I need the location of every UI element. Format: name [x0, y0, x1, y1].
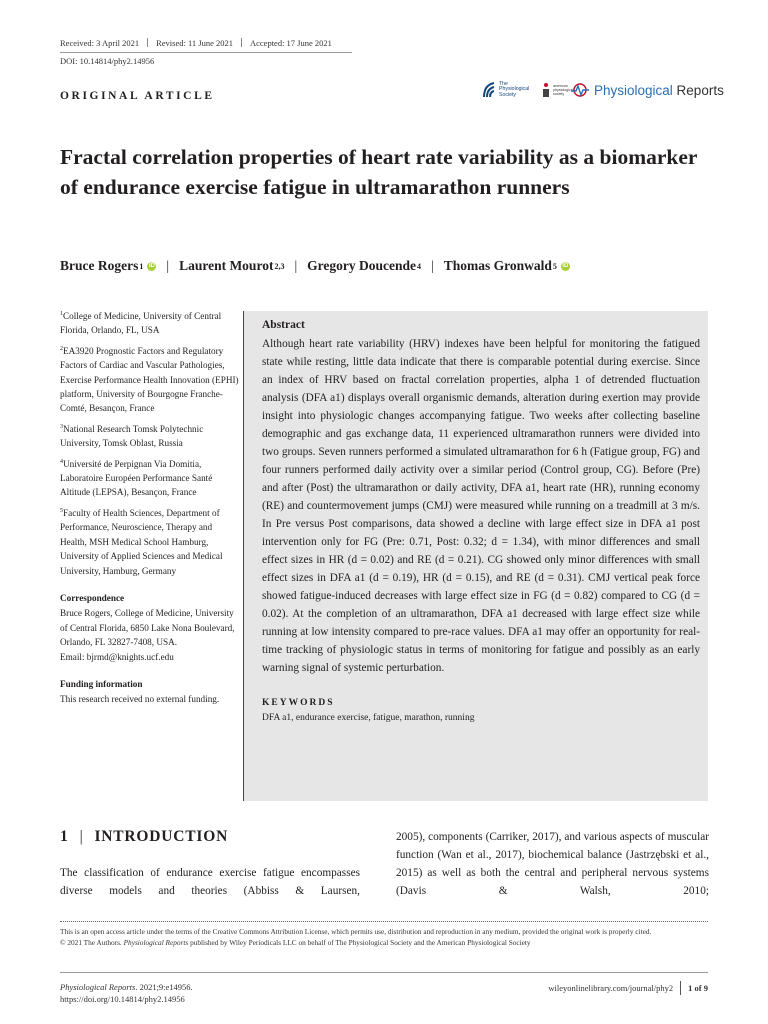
header-rule	[60, 52, 352, 53]
abstract-body: Although heart rate variability (HRV) indexes have been helpful for monitoring the fatigued state while resting, little data indicate that there is comparable potential during exercise. Since an index of HRV based on fractal correlation properties, alpha 1 of detrended fluctuation analysis (DFA a1) displays overall organismic demands, alteration during exertion may provide insight into physiologic changes accompanying fatigue. Two weeks after collecting baseline demographic and gas exchange data, 11 experienced ultramarathon runners were divided into two groups. Seven runners performed a simulated ultramarathon for 6 h (Fatigue group, FG) and four runners performed daily activity over a similar period (Control group, CG). Before (Pre) and after (Post) the ultramarathon or daily activity, DFA a1, heart rate (HR), running economy (RE) and countermovement jumps (CMJ) were measured while running on a treadmill at 3 m/s. In Pre versus Post comparisons, data showed a decline with large effect size in DFA a1 post intervention only for FG (Pre: 0.71, Post: 0.32; d = 1.34), with minor differences and small effect sizes in HR (d = 0.02) and RE (d = 0.21). CG showed only minor differences with small effect sizes in DFA a1 (d = 0.19), HR (d = 0.15), and RE (d = 0.31). CMJ vertical peak force showed fatigue-induced decreases with large effect size in FG (d = 0.82) compared to CG (d = 0.02). At the completion of an ultramarathon, DFA a1 decreased with large effect size while running at low intensity compared to pre-race values. DFA a1 may offer an opportunity for real-time tracking of physiologic status in terms of monitoring for fatigue and possibly as an early warning signal of systemic perturbation.	[262, 338, 700, 674]
affiliation	[60, 504, 240, 578]
article-dates	[60, 38, 332, 48]
author-list	[60, 258, 570, 274]
physiological-society-logo-text	[499, 82, 539, 99]
doi[interactable]: DOI: 10.14814/phy2.14956	[60, 56, 155, 66]
correspondence-heading: Correspondence	[60, 592, 125, 603]
correspondence-email[interactable]: Email: bjrmd@knights.ucf.edu	[60, 651, 174, 662]
author-name[interactable]: Gregory Doucende	[307, 258, 416, 273]
copyright-line	[60, 937, 708, 948]
section-title: INTRODUCTION	[94, 828, 229, 845]
author-affiliation-ref: 4	[417, 261, 421, 271]
license-text: This is an open access article under the terms of the Creative Commons Attribution License, which permits use, distribution and reproduction in any medium, provided the original work is properly cited.	[60, 927, 652, 936]
citation-journal: Physiological Reports	[60, 982, 136, 992]
keywords-heading: KEYWORDS	[262, 698, 335, 708]
section-heading-introduction	[60, 828, 228, 846]
revised-date: Revised: 11 June 2021	[156, 38, 233, 48]
date-separator	[147, 38, 148, 47]
section-number: 1	[60, 828, 69, 845]
author-separator: |	[294, 258, 298, 273]
ps-logo-line: The	[499, 80, 508, 87]
section-separator: |	[79, 828, 84, 845]
footer-rule	[60, 972, 708, 973]
author-affiliation-ref: 1	[139, 261, 144, 271]
affiliation-text: EA3920 Prognostic Factors and Regulatory Factors of Cardiac and Vascular Pathologies, Exercise Performance Health Innovation (EPHI) platform, University of Bourgogne Franche-Comté, Besançon, France	[60, 345, 239, 414]
date-separator	[241, 38, 242, 47]
author-name[interactable]: Thomas Gronwald	[443, 258, 552, 273]
affiliation-text: Université de Perpignan Via Domitia, Laboratoire Européen Performance Santé Altitude (LEPSA), Besançon, France	[60, 458, 213, 498]
physiological-society-logo-icon	[482, 81, 496, 99]
aps-logo-text: american physiological society	[553, 84, 574, 96]
intro-column-left: The classification of endurance exercise fatigue encompasses diverse models and theories (Abbiss & Laursen,	[60, 867, 360, 897]
article-type: ORIGINAL ARTICLE	[60, 90, 215, 102]
affiliation	[60, 342, 240, 416]
funding-text: This research received no external funding.	[60, 694, 220, 705]
abstract-heading: Abstract	[262, 319, 305, 331]
citation-line	[60, 981, 193, 993]
copyright-part: published by Wiley Periodicals LLC on behalf of The Physiological Society and the American Physiological Society	[188, 938, 531, 947]
abstract-box	[243, 311, 708, 801]
footer-citation	[60, 981, 193, 1005]
affiliations-column	[60, 307, 240, 707]
intro-column-right: 2005), components (Carriker, 2017), and various aspects of muscular function (Wan et al., 2017), biochemical balance (Jastrzębski et al., 2015) as well as both the central and peripheral nervous systems (Davis & Walsh, 2010;	[396, 831, 709, 897]
doi-url[interactable]: https://doi.org/10.14814/phy2.14956	[60, 994, 185, 1004]
affiliation	[60, 455, 240, 500]
affiliation-number: 2	[60, 345, 63, 352]
article-title: Fractal correlation properties of heart rate variability as a biomarker of endurance exercise fatigue in ultramarathon runners	[60, 145, 698, 199]
footer-right	[548, 981, 708, 995]
journal-name	[594, 83, 724, 98]
journal-logos	[482, 76, 724, 104]
license-divider	[60, 921, 708, 922]
affiliation	[60, 307, 240, 338]
citation-rest: . 2021;9:e14956.	[135, 982, 193, 992]
affiliation-number: 4	[60, 458, 63, 465]
ps-logo-line: Society	[499, 91, 517, 98]
keywords: DFA a1, endurance exercise, fatigue, marathon, running	[262, 713, 475, 723]
affiliation-text: College of Medicine, University of Central Florida, Orlando, FL, USA	[60, 311, 222, 336]
affiliation-text: Faculty of Health Sciences, Department of Performance, Neuroscience, Therapy and Health, MSH Medical School Hamburg, University of Applied Sciences and Medical University, Hamburg, Germany	[60, 507, 223, 576]
footer-separator	[680, 981, 681, 995]
author-name[interactable]: Laurent Mourot	[179, 258, 274, 273]
journal-name-part: Physiological	[594, 82, 673, 98]
license-notice	[60, 926, 708, 948]
physiological-reports-logo-icon	[570, 82, 590, 98]
affiliation-number: 1	[60, 311, 63, 317]
ps-logo-line: Physiological	[499, 86, 530, 93]
copyright-journal: Physiological Reports	[123, 938, 189, 947]
journal-name-part: Reports	[672, 82, 724, 98]
american-physiological-society-logo-icon	[541, 81, 551, 99]
received-date: Received: 3 April 2021	[60, 38, 140, 48]
orcid-icon[interactable]: iD	[148, 262, 155, 269]
copyright-part: © 2021 The Authors.	[60, 938, 124, 947]
affiliation-number: 5	[60, 507, 63, 514]
journal-site-link[interactable]: wileyonlinelibrary.com/journal/phy2	[548, 983, 674, 993]
correspondence-text: Bruce Rogers, College of Medicine, University of Central Florida, 6850 Lake Nona Boulevard, Orlando, FL 32827-7408, USA.	[60, 608, 235, 648]
funding-heading: Funding information	[60, 678, 143, 689]
author-separator: |	[166, 258, 170, 273]
author-name[interactable]: Bruce Rogers	[60, 258, 139, 273]
author-affiliation-ref: 2,3	[274, 261, 285, 271]
orcid-icon[interactable]: iD	[562, 262, 569, 269]
affiliation-number: 3	[60, 423, 63, 430]
author-separator: |	[431, 258, 434, 273]
page-number: 1 of 9	[688, 983, 708, 993]
affiliation	[60, 420, 240, 451]
author-affiliation-ref: 5	[552, 261, 557, 271]
accepted-date: Accepted: 17 June 2021	[249, 38, 332, 48]
affiliation-text: National Research Tomsk Polytechnic University, Tomsk Oblast, Russia	[60, 423, 204, 449]
